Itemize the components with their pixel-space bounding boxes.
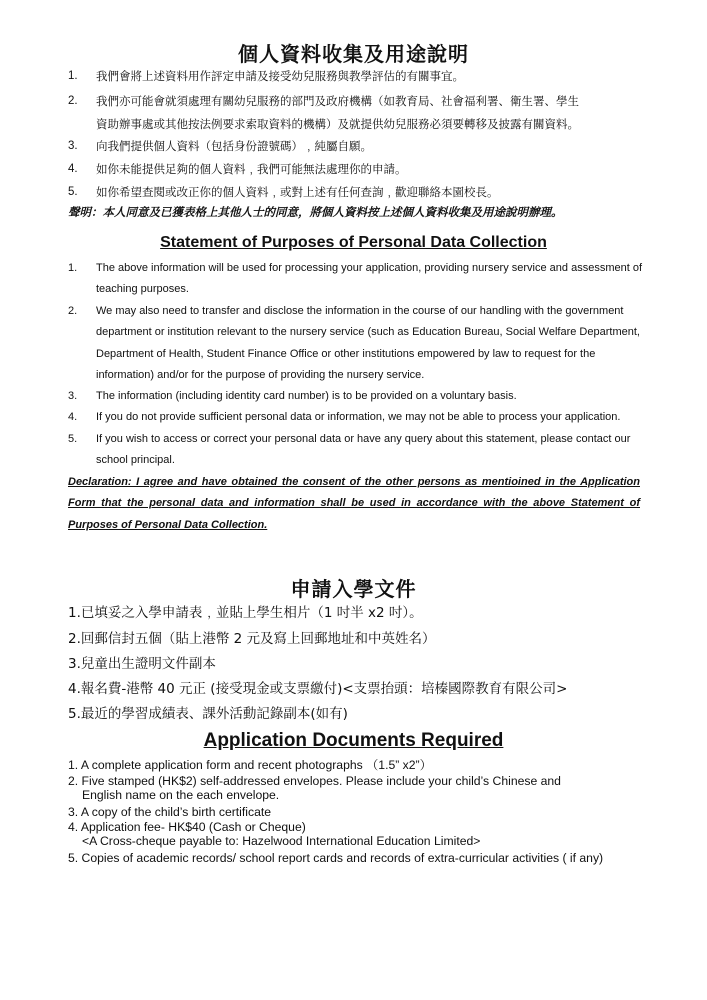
zh-item-5 xyxy=(68,181,658,204)
en-document-item-1 xyxy=(68,758,658,772)
zh-documents-title: 申請入學文件 xyxy=(290,577,417,601)
en-document-text: 5. Copies of academic records/ school report cards and records of extra-curricular activities ( if any) xyxy=(68,851,604,865)
zh-personal-data-title: 個人資料收集及用途說明 xyxy=(238,42,469,66)
en-item-text: We may also need to transfer and disclose the information in the course of our handling with the government department or institution relevant to the nursery service (such as Education Bureau, Social Welfare Department, Department of Health, Student Finance Office or other institutions empowered by law to request for the information) and/or for the purpose of providing the nursery service. xyxy=(96,305,640,381)
en-document-text: 4. Application fee- HK$40 (Cash or Cheque) xyxy=(68,820,306,834)
en-document-text-cont: <A Cross-cheque payable to: Hazelwood International Education Limited> xyxy=(82,834,481,849)
zh-item-number: 5. xyxy=(68,186,78,198)
zh-item-2 xyxy=(68,90,658,136)
en-item-text: If you do not provide sufficient personal data or information, we may not be able to process your application. xyxy=(96,411,621,423)
en-item-text: The information (including identity card number) is to be provided on a voluntary basis. xyxy=(96,390,517,402)
en-item-number: 4. xyxy=(68,411,78,423)
en-document-item-3 xyxy=(68,805,658,819)
zh-item-number: 3. xyxy=(68,140,78,152)
en-document-item-5 xyxy=(68,851,658,865)
zh-document-item-2: 2.回郵信封五個（貼上港幣 2 元及寫上回郵地址和中英姓名） xyxy=(68,631,436,647)
zh-item-text: 如你希望查閱或改正你的個人資料﹐或對上述有任何查詢﹐歡迎聯絡本園校長。 xyxy=(96,185,499,199)
en-item-text: The above information will be used for processing your application, providing nursery service and assessment of teaching purposes. xyxy=(96,262,643,296)
en-personal-data-title: Statement of Purposes of Personal Data Collection xyxy=(160,234,547,251)
en-documents-title: Application Documents Required xyxy=(203,730,504,751)
zh-document-item-3: 3.兒童出生證明文件副本 xyxy=(68,656,216,672)
en-item-5 xyxy=(68,429,648,472)
en-item-text: If you wish to access or correct your personal data or have any query about this statement, please contact our school principal. xyxy=(96,433,631,467)
zh-item-4 xyxy=(68,158,658,181)
zh-item-text-cont: 資助辦事處或其他按法例要求索取資料的機構）及就提供幼兒服務必須要轉移及披露有關資料。 xyxy=(96,117,579,131)
en-document-text-cont: English name on the each envelope. xyxy=(82,788,280,803)
en-item-number: 1. xyxy=(68,262,78,274)
en-item-3 xyxy=(68,386,648,407)
en-document-text: 3. A copy of the child’s birth certificate xyxy=(68,805,272,819)
en-document-text: 1. A complete application form and recent photographs （1.5” x2”） xyxy=(68,758,432,772)
en-document-item-4 xyxy=(68,820,658,849)
zh-item-number: 4. xyxy=(68,163,78,175)
en-item-4 xyxy=(68,407,648,428)
zh-item-1 xyxy=(68,65,658,88)
zh-item-text: 我們亦可能會就須處理有關幼兒服務的部門及政府機構（如教育局、社會福利署、衛生署、學生 xyxy=(96,94,579,108)
zh-item-3 xyxy=(68,135,658,158)
en-item-1 xyxy=(68,258,648,301)
zh-item-text: 如你未能提供足夠的個人資料﹐我們可能無法處理你的申請。 xyxy=(96,162,407,176)
zh-document-item-1: 1.已填妥之入學申請表﹐並貼上學生相片（1 吋半 x2 吋）。 xyxy=(68,605,423,621)
en-item-number: 2. xyxy=(68,305,78,317)
en-document-item-2 xyxy=(68,774,658,803)
en-document-text: 2. Five stamped (HK$2) self-addressed envelopes. Please include your child’s Chinese and xyxy=(68,774,561,788)
zh-item-number: 2. xyxy=(68,95,78,107)
zh-declaration: 聲明：本人同意及已獲表格上其他人士的同意，將個人資料按上述個人資料收集及用途說明辦理。 xyxy=(68,205,563,219)
zh-item-text: 向我們提供個人資料（包括身份證號碼）﹐純屬自願。 xyxy=(96,139,372,153)
zh-item-number: 1. xyxy=(68,70,78,82)
en-item-number: 3. xyxy=(68,390,78,402)
zh-document-item-4: 4.報名費-港幣 40 元正 (接受現金或支票繳付)<支票抬頭：培榛國際教育有限公司> xyxy=(68,681,568,697)
zh-document-item-5: 5.最近的學習成績表、課外活動記錄副本(如有) xyxy=(68,706,348,722)
en-declaration: Declaration: I agree and have obtained the consent of the other persons as mentioined in the Application Form that the personal data and information shall be used in accordance with the above Statement of Purposes of Personal Data Collection. xyxy=(68,476,640,531)
en-item-number: 5. xyxy=(68,433,78,445)
zh-item-text: 我們會將上述資料用作評定申請及接受幼兒服務與教學評估的有關事宜。 xyxy=(96,69,464,83)
en-item-2 xyxy=(68,301,648,386)
